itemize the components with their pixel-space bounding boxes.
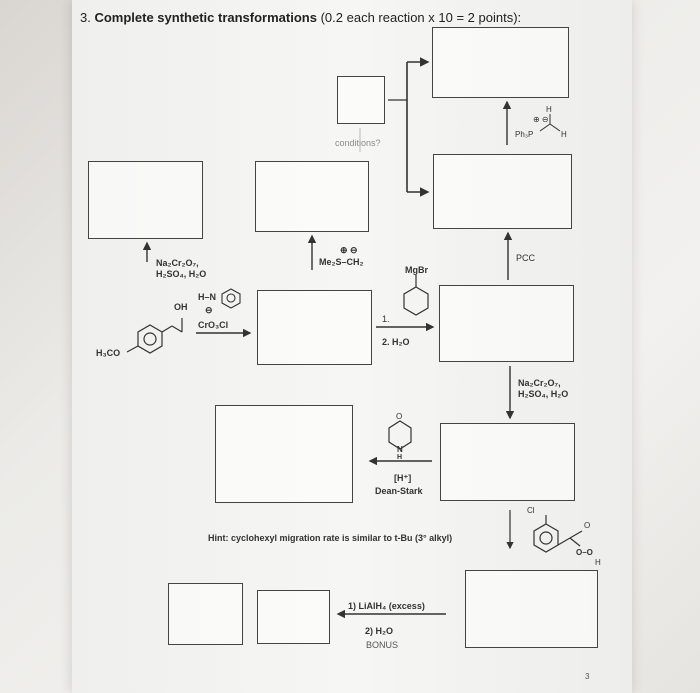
jones-reagent-1-line2: H₂SO₄, H₂O [156,269,207,279]
hint-text: Hint: cyclohexyl migration rate is similar to t-Bu (3° alkyl) [208,533,453,543]
grignard-mgbr: MgBr [405,265,428,275]
mcpba-oo: O–O [576,548,593,557]
ylide-h-top: H [546,105,552,114]
dean-stark-label: Dean-Stark [375,486,423,496]
collins-hn: H–N [198,292,217,302]
morpholine-o: O [396,412,403,421]
grignard-step-1: 1. [382,314,390,324]
morpholine-n: N [397,445,403,454]
ylide-charges: ⊕ ⊖ [533,115,549,124]
mcpba-cl: Cl [527,506,535,515]
pyridinium-ring-structure [222,289,240,308]
cyclohexyl-grignard-structure [404,275,428,315]
jones-reagent-1-line1: Na₂Cr₂O₇, [156,258,199,268]
morpholine-h: H [397,454,403,461]
lah-step-1: 1) LiAlH₄ (excess) [348,601,425,611]
acid-catalyst: [H⁺] [394,473,412,483]
collins-cro3cl: CrO₃Cl [198,320,229,330]
grignard-step-2: 2. H₂O [382,337,410,347]
mcpba-structure [534,515,582,552]
sulfonium-charges: ⊕ ⊖ [340,245,358,255]
collins-minus: ⊖ [205,305,213,315]
conditions-label: conditions? [335,138,381,148]
question-title-bold: Complete synthetic transformations [94,10,317,25]
mcpba-carbonyl-o: O [584,521,591,530]
mcpba-h: H [595,558,601,567]
page-number: 3 [585,672,590,681]
question-points: (0.2 each reaction x 10 = 2 points): [320,10,522,25]
substrate-oh: OH [174,302,188,312]
ylide-ph3p: Ph₃P [515,130,534,139]
jones-reagent-2-line1: Na₂Cr₂O₇, [518,378,561,388]
sulfonium-ylide: Me₂S–CH₂ [319,257,364,267]
bonus-label: BONUS [366,640,399,650]
lah-step-2: 2) H₂O [365,626,394,636]
jones-reagent-2-line2: H₂SO₄, H₂O [518,389,569,399]
pcc-label: PCC [516,253,536,263]
substrate-h3co: H₃CO [96,348,121,358]
methoxy-aryl-alcohol-structure [127,318,182,353]
ylide-h-right: H [561,130,567,139]
question-number: 3. [80,10,91,25]
